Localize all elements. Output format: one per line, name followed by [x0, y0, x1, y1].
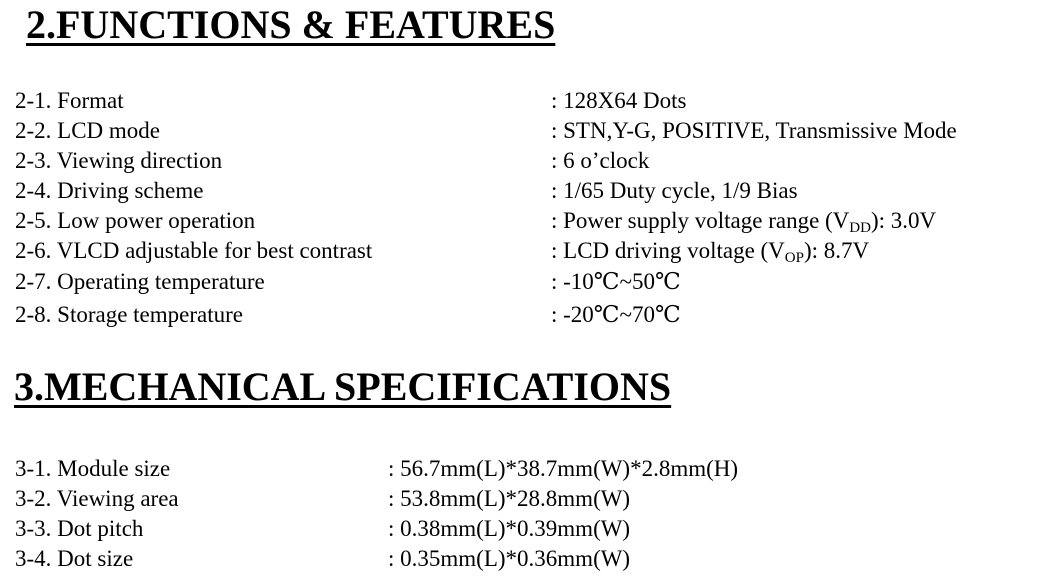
spec-row-vlcd — [15, 236, 1035, 266]
spec-value: : STN,Y-G, POSITIVE, Transmissive Mode — [551, 118, 957, 143]
value-suffix: ): 3.0V — [870, 208, 937, 233]
spec-value: : 53.8mm(L)*28.8mm(W) — [388, 486, 631, 511]
spec-row-module-size — [15, 454, 1035, 484]
spec-row-format — [15, 86, 1035, 116]
spec-row-viewing-area — [15, 484, 1035, 514]
spec-row-dot-size — [15, 544, 1035, 574]
spec-label: 2-2. LCD mode — [15, 118, 161, 143]
spec-row-lcd-mode — [15, 116, 1035, 146]
value-prefix: : LCD driving voltage (V — [551, 238, 785, 263]
spec-label: 2-8. Storage temperature — [15, 302, 243, 327]
spec-label: 3-4. Dot size — [15, 546, 134, 571]
spec-row-low-power — [15, 206, 1035, 236]
spec-label: 2-3. Viewing direction — [15, 148, 223, 173]
spec-value: : 0.35mm(L)*0.36mm(W) — [388, 546, 631, 571]
spec-value — [551, 236, 869, 266]
spec-value: : 6 o’clock — [551, 148, 650, 173]
spec-row-operating-temperature — [15, 267, 1035, 297]
spec-value — [551, 206, 936, 236]
spec-value: : 128X64 Dots — [551, 88, 687, 113]
spec-value: : -10℃~50℃ — [551, 269, 681, 294]
value-suffix: ): 8.7V — [803, 238, 870, 263]
spec-label: 2-5. Low power operation — [15, 208, 256, 233]
spec-label: 2-7. Operating temperature — [15, 269, 265, 294]
spec-value: : 1/65 Duty cycle, 1/9 Bias — [551, 178, 798, 203]
value-subscript: OP — [784, 250, 804, 266]
spec-row-dot-pitch — [15, 514, 1035, 544]
spec-value: : 56.7mm(L)*38.7mm(W)*2.8mm(H) — [388, 456, 739, 481]
spec-label: 3-2. Viewing area — [15, 486, 179, 511]
spec-label: 2-6. VLCD adjustable for best contrast — [15, 238, 373, 263]
section-2-heading: 2.FUNCTIONS & FEATURES — [26, 2, 556, 47]
spec-row-storage-temperature — [15, 300, 1035, 330]
spec-row-driving-scheme — [15, 176, 1035, 206]
value-subscript: DD — [849, 220, 871, 236]
section-3-heading: 3.MECHANICAL SPECIFICATIONS — [14, 364, 672, 409]
spec-label: 3-1. Module size — [15, 456, 171, 481]
spec-value: : 0.38mm(L)*0.39mm(W) — [388, 516, 631, 541]
spec-label: 2-1. Format — [15, 88, 124, 113]
spec-row-viewing-direction — [15, 146, 1035, 176]
spec-label: 3-3. Dot pitch — [15, 516, 144, 541]
spec-label: 2-4. Driving scheme — [15, 178, 204, 203]
spec-value: : -20℃~70℃ — [551, 302, 681, 327]
value-prefix: : Power supply voltage range (V — [551, 208, 850, 233]
